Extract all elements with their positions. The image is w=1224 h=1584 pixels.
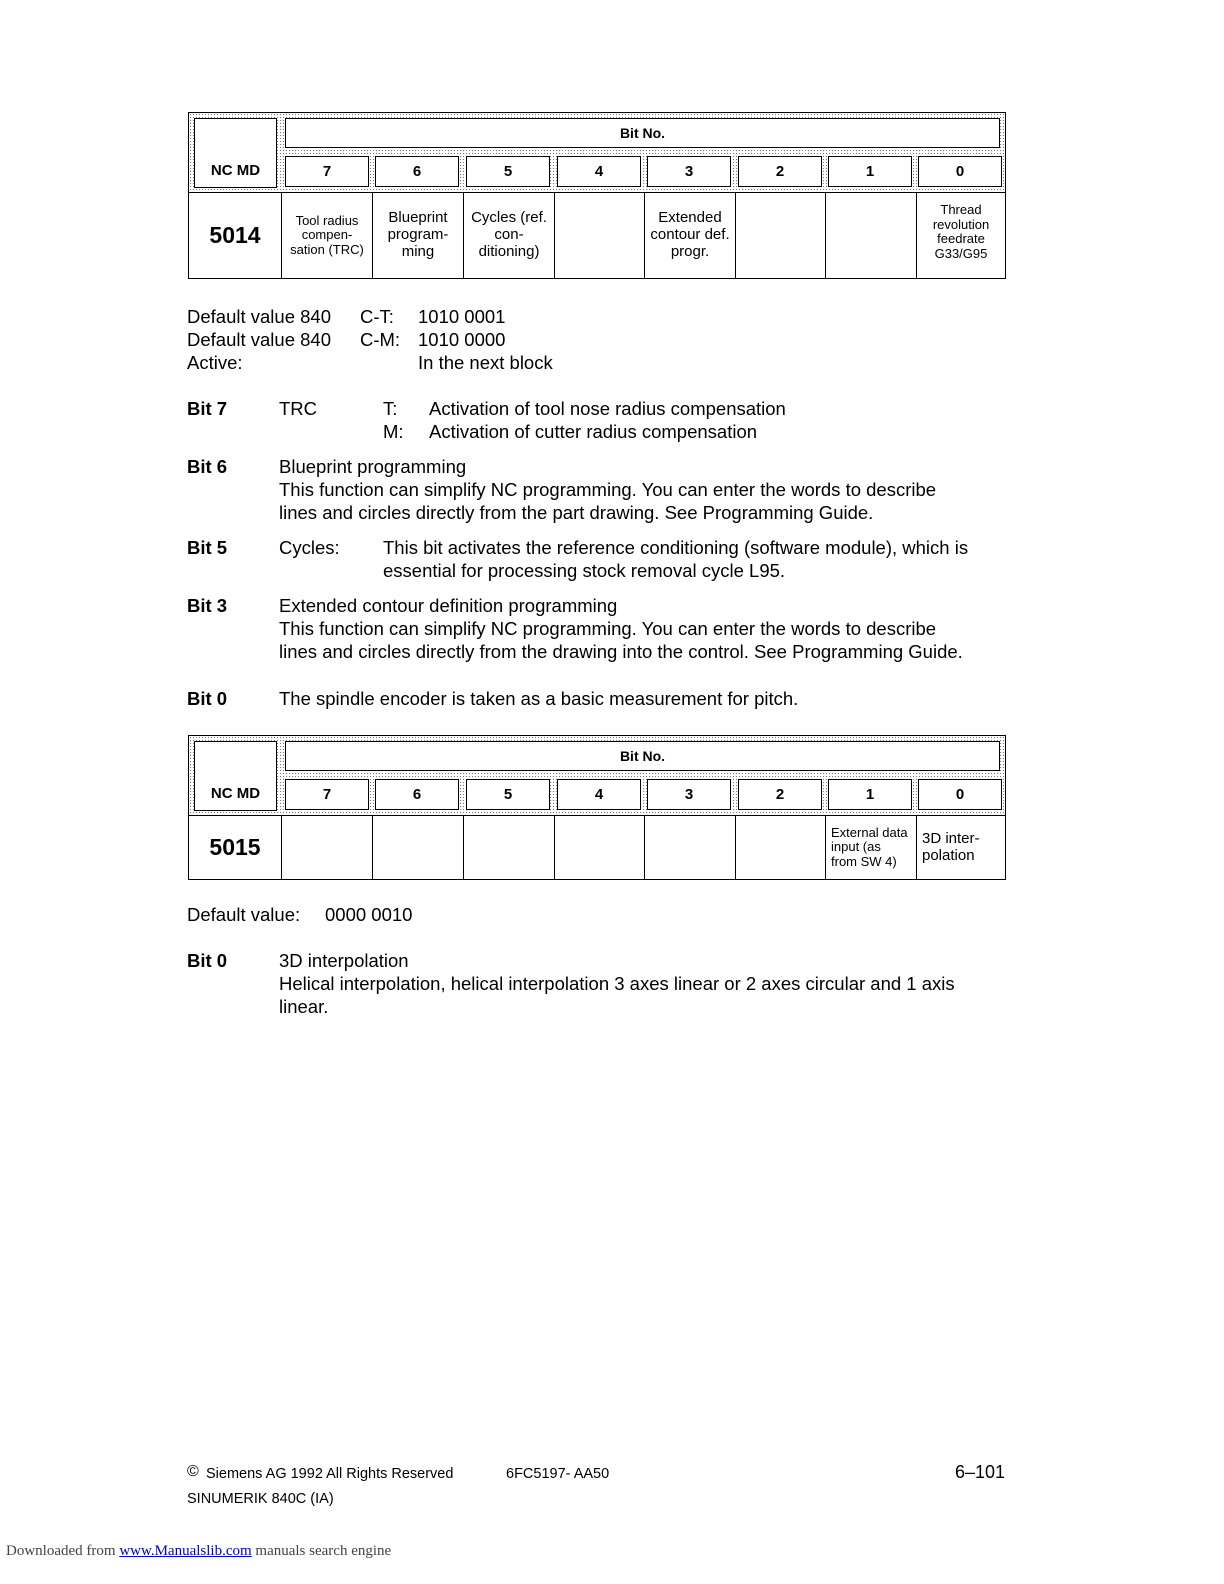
bit3-line3: lines and circles directly from the drawing into the control. See Programming Guide. (279, 641, 963, 662)
bit7-m-text: Activation of cutter radius compensation (429, 421, 758, 442)
bit7-name: TRC (279, 398, 318, 419)
bit-header-2: 2 (738, 156, 822, 187)
bit0-5015-line2: Helical interpolation, helical interpolation 3 axes linear or 2 axes circular and 1 axis (279, 973, 955, 994)
default-cm-value: 1010 0000 (418, 329, 506, 350)
bit2-desc (735, 193, 825, 278)
bit0-5015-line3: linear. (279, 996, 329, 1017)
bit-header-5: 5 (466, 779, 550, 810)
bit-header-4: 4 (557, 156, 641, 187)
bit6-line3: lines and circles directly from the part drawing. See Programming Guide. (279, 502, 874, 523)
download-note (6, 1543, 391, 1560)
bit-header-0: 0 (918, 156, 1002, 187)
md-table-5014 (188, 112, 1006, 279)
bit-header-1: 1 (828, 156, 912, 187)
bit6-line2: This function can simplify NC programming. You can enter the words to describe (279, 479, 937, 500)
bit7-label: Bit 7 (187, 398, 228, 419)
bit1-desc: External data input (as from SW 4) (825, 816, 916, 879)
default2-label: Default value: (187, 904, 301, 925)
product-name: SINUMERIK 840C (IA) (187, 1491, 334, 1507)
default-ct-value: 1010 0001 (418, 306, 506, 327)
bit6-desc (372, 816, 463, 879)
md-table-5015 (188, 735, 1006, 880)
bit5-name: Cycles: (279, 537, 340, 558)
bit2-desc (735, 816, 825, 879)
bit1-desc (825, 193, 916, 278)
bit-header-3: 3 (647, 779, 731, 810)
bit6-desc: Blueprint program- ming (372, 193, 463, 278)
bit4-desc (554, 193, 644, 278)
bit3-desc: Extended contour def. progr. (644, 193, 735, 278)
bit-header-6: 6 (375, 156, 459, 187)
default-cm-label: Default value 840 (187, 329, 331, 350)
bitno-label: Bit No. (285, 118, 1000, 148)
ncmd-label: NC MD (194, 118, 277, 188)
bit3-desc (644, 816, 735, 879)
table-header (189, 113, 1005, 193)
default-ct-variant: C-T: (360, 306, 394, 327)
default2-value: 0000 0010 (325, 904, 413, 925)
bit-header-3: 3 (647, 156, 731, 187)
bit7-desc: Tool radius compen- sation (TRC) (281, 193, 372, 278)
bit7-desc (281, 816, 372, 879)
active-label: Active: (187, 352, 243, 373)
bit-header-5: 5 (466, 156, 550, 187)
md-number: 5014 (209, 221, 261, 248)
bit5-desc: Cycles (ref. con- ditioning) (463, 193, 554, 278)
bit7-t-text: Activation of tool nose radius compensation (429, 398, 786, 419)
bit-header-4: 4 (557, 779, 641, 810)
bit-header-7: 7 (285, 779, 369, 810)
md-row (189, 816, 1005, 879)
bit-header-6: 6 (375, 779, 459, 810)
bit4-desc (554, 816, 644, 879)
copyright-symbol: © (187, 1463, 199, 1480)
bit7-m-key: M: (383, 421, 404, 442)
bit-header-0: 0 (918, 779, 1002, 810)
default-ct-label: Default value 840 (187, 306, 331, 327)
bit0-desc: Thread revolution feedrate G33/G95 (916, 193, 1005, 278)
default-cm-variant: C-M: (360, 329, 401, 350)
order-number: 6FC5197- AA50 (506, 1466, 610, 1482)
bit5-label: Bit 5 (187, 537, 228, 558)
bit6-line1: Blueprint programming (279, 456, 467, 477)
bit0-5015-line1: 3D interpolation (279, 950, 409, 971)
bit3-line1: Extended contour definition programming (279, 595, 618, 616)
bit0-5015-label: Bit 0 (187, 950, 228, 971)
bitno-label: Bit No. (285, 741, 1000, 771)
download-prefix: Downloaded from (6, 1543, 116, 1559)
copyright-text: Siemens AG 1992 All Rights Reserved (206, 1466, 454, 1482)
bit-header-7: 7 (285, 156, 369, 187)
bit0-label: Bit 0 (187, 688, 228, 709)
bit0-line1: The spindle encoder is taken as a basic measurement for pitch. (279, 688, 799, 709)
bit5-line2: essential for processing stock removal cycle L95. (383, 560, 786, 581)
bit0-desc: 3D inter- polation (916, 816, 1005, 879)
download-suffix: manuals search engine (255, 1543, 392, 1559)
manualslib-link[interactable]: www.Manualslib.com (119, 1543, 252, 1559)
md-number: 5015 (209, 833, 261, 860)
active-value: In the next block (418, 352, 553, 373)
bit7-t-key: T: (383, 398, 398, 419)
page-number: 6–101 (955, 1462, 1006, 1482)
bit-header-1: 1 (828, 779, 912, 810)
bit-header-2: 2 (738, 779, 822, 810)
md-row (189, 193, 1005, 278)
bit6-label: Bit 6 (187, 456, 228, 477)
ncmd-label: NC MD (194, 741, 277, 811)
bit5-desc (463, 816, 554, 879)
bit5-line1: This bit activates the reference conditioning (software module), which is (383, 537, 969, 558)
bit3-line2: This function can simplify NC programming. You can enter the words to describe (279, 618, 937, 639)
bit3-label: Bit 3 (187, 595, 228, 616)
table-header (189, 736, 1005, 816)
